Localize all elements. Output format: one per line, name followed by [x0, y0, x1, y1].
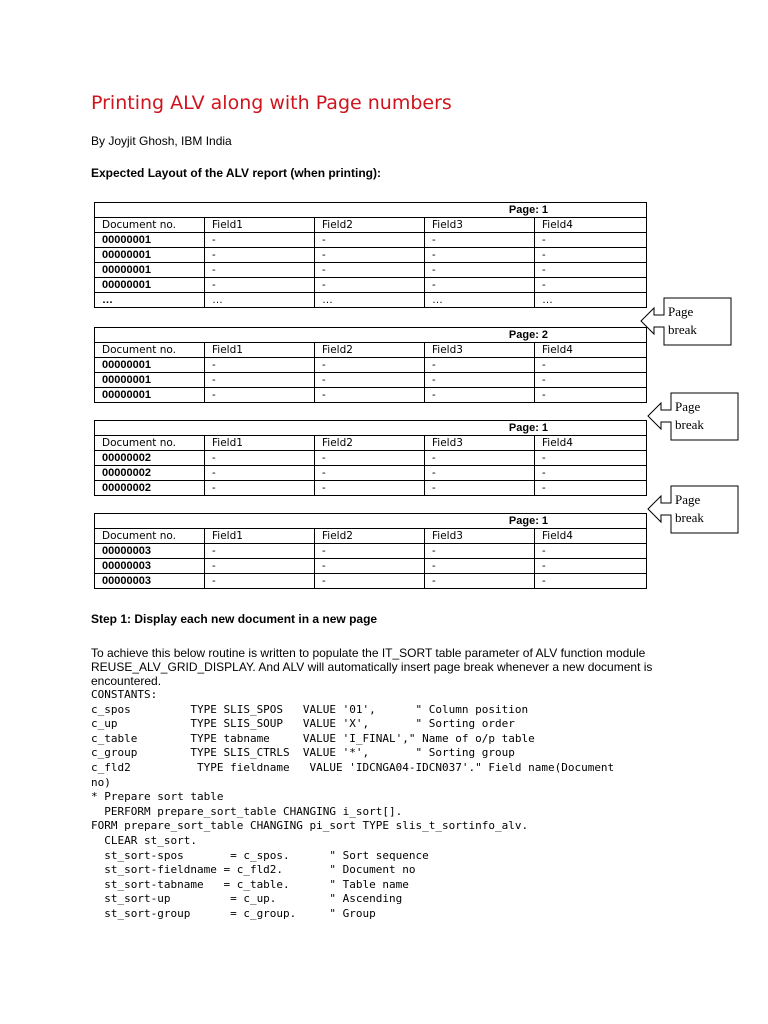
column-header: Document no.: [95, 436, 205, 451]
code-line: c_table TYPE tabname VALUE 'I_FINAL'," Name of o/p table: [91, 731, 535, 745]
callout-label-line: Page: [675, 492, 701, 507]
field-cell: -: [315, 263, 425, 278]
column-header: Field3: [425, 436, 535, 451]
page-break-callout: [647, 485, 739, 533]
field-cell: -: [535, 388, 647, 403]
field-cell: -: [315, 358, 425, 373]
document-number-cell: 00000001: [95, 248, 205, 263]
field-cell: -: [425, 559, 535, 574]
field-cell: -: [315, 248, 425, 263]
code-line: PERFORM prepare_sort_table CHANGING i_sort[].: [91, 804, 403, 818]
field-cell: -: [205, 451, 315, 466]
column-header: Field3: [425, 218, 535, 233]
field-cell: -: [535, 373, 647, 388]
column-header: Field1: [205, 436, 315, 451]
document-number-cell: 00000001: [95, 278, 205, 293]
field-cell: -: [315, 466, 425, 481]
step1-paragraph: To achieve this below routine is written to populate the IT_SORT table parameter of ALV function module REUSE_ALV_GRID_DISPLAY. And ALV will automatically insert page break whenever a new document is encountered.: [91, 646, 653, 688]
document-number-cell: 00000001: [95, 263, 205, 278]
field-cell: …: [315, 293, 425, 308]
table-row: [95, 544, 647, 559]
field-cell: -: [425, 466, 535, 481]
document-number-cell: 00000003: [95, 559, 205, 574]
alv-table-3: [94, 420, 647, 496]
column-header: Document no.: [95, 529, 205, 544]
page-break-callout: [640, 297, 732, 345]
column-header: Field1: [205, 343, 315, 358]
table-row: [95, 293, 647, 308]
code-line: st_sort-up = c_up. " Ascending: [91, 892, 403, 906]
field-cell: -: [205, 544, 315, 559]
field-cell: -: [315, 278, 425, 293]
field-cell: -: [425, 358, 535, 373]
column-header: Document no.: [95, 218, 205, 233]
document-number-cell: 00000003: [95, 544, 205, 559]
column-header: Field1: [205, 218, 315, 233]
field-cell: -: [535, 481, 647, 496]
table-row: [95, 263, 647, 278]
document-number-cell: 00000002: [95, 481, 205, 496]
callout-label-line: break: [668, 322, 697, 337]
field-cell: -: [425, 373, 535, 388]
field-cell: -: [535, 358, 647, 373]
field-cell: -: [205, 559, 315, 574]
page-number-label: Page: 1: [95, 514, 647, 529]
code-block: [91, 688, 614, 922]
callout-label-line: break: [675, 510, 704, 525]
document-number-cell: 00000001: [95, 233, 205, 248]
field-cell: -: [535, 574, 647, 589]
column-header: Field3: [425, 529, 535, 544]
code-line: st_sort-spos = c_spos. " Sort sequence: [91, 848, 429, 862]
field-cell: -: [205, 388, 315, 403]
field-cell: -: [315, 544, 425, 559]
column-header: Field2: [315, 529, 425, 544]
table-row: [95, 559, 647, 574]
field-cell: -: [205, 481, 315, 496]
field-cell: -: [315, 373, 425, 388]
field-cell: -: [205, 466, 315, 481]
field-cell: -: [535, 544, 647, 559]
alv-table-1: [94, 202, 647, 308]
column-header: Field2: [315, 343, 425, 358]
layout-heading: Expected Layout of the ALV report (when printing):: [91, 166, 381, 180]
code-line: FORM prepare_sort_table CHANGING pi_sort TYPE slis_t_sortinfo_alv.: [91, 819, 529, 833]
field-cell: -: [205, 373, 315, 388]
field-cell: -: [315, 481, 425, 496]
table-row: [95, 248, 647, 263]
table-row: [95, 466, 647, 481]
alv-table-4: [94, 513, 647, 589]
code-line: c_fld2 TYPE fieldname VALUE 'IDCNGA04-IDCN037'." Field name(Document: [91, 760, 615, 774]
page-number-label: Page: 1: [95, 421, 647, 436]
code-line: * Prepare sort table: [91, 790, 224, 804]
table-row: [95, 451, 647, 466]
field-cell: -: [315, 574, 425, 589]
field-cell: -: [425, 388, 535, 403]
field-cell: -: [315, 559, 425, 574]
field-cell: -: [205, 278, 315, 293]
table-row: [95, 278, 647, 293]
column-header: Document no.: [95, 343, 205, 358]
document-number-cell: 00000002: [95, 466, 205, 481]
column-header: Field4: [535, 343, 647, 358]
field-cell: -: [425, 278, 535, 293]
code-line: c_up TYPE SLIS_SOUP VALUE 'X', " Sorting order: [91, 717, 515, 731]
column-header: Field4: [535, 218, 647, 233]
field-cell: -: [205, 263, 315, 278]
field-cell: -: [315, 451, 425, 466]
callout-label-line: break: [675, 417, 704, 432]
field-cell: -: [535, 233, 647, 248]
callout-label-line: Page: [675, 399, 701, 414]
code-line: st_sort-tabname = c_table. " Table name: [91, 877, 409, 891]
column-header: Field2: [315, 218, 425, 233]
field-cell: -: [425, 248, 535, 263]
table-row: [95, 233, 647, 248]
field-cell: -: [535, 278, 647, 293]
field-cell: -: [315, 388, 425, 403]
field-cell: …: [205, 293, 315, 308]
document-number-cell: 00000001: [95, 373, 205, 388]
field-cell: -: [205, 248, 315, 263]
field-cell: -: [535, 263, 647, 278]
author-line: By Joyjit Ghosh, IBM India: [91, 134, 232, 148]
page-break-callout: [647, 392, 739, 440]
field-cell: -: [535, 248, 647, 263]
code-line: CLEAR st_sort.: [91, 833, 197, 847]
document-number-cell: 00000003: [95, 574, 205, 589]
field-cell: -: [205, 233, 315, 248]
page-number-label: Page: 1: [95, 203, 647, 218]
code-line: c_spos TYPE SLIS_SPOS VALUE '01', " Column position: [91, 702, 529, 716]
field-cell: …: [425, 293, 535, 308]
field-cell: …: [535, 293, 647, 308]
field-cell: -: [425, 263, 535, 278]
field-cell: -: [425, 233, 535, 248]
column-header: Field3: [425, 343, 535, 358]
table-row: [95, 358, 647, 373]
table-row: [95, 388, 647, 403]
field-cell: -: [535, 559, 647, 574]
field-cell: -: [535, 466, 647, 481]
column-header: Field2: [315, 436, 425, 451]
field-cell: -: [425, 451, 535, 466]
page-title: Printing ALV along with Page numbers: [91, 92, 452, 114]
alv-table-2: [94, 327, 647, 403]
step1-heading: Step 1: Display each new document in a new page: [91, 612, 378, 626]
page-number-label: Page: 2: [95, 328, 647, 343]
column-header: Field1: [205, 529, 315, 544]
callout-label-line: Page: [668, 304, 694, 319]
field-cell: -: [315, 233, 425, 248]
table-row: [95, 481, 647, 496]
document-number-cell: …: [95, 293, 205, 308]
field-cell: -: [535, 451, 647, 466]
code-line: CONSTANTS:: [91, 688, 158, 701]
document-number-cell: 00000001: [95, 358, 205, 373]
code-line: no): [91, 775, 111, 789]
field-cell: -: [205, 574, 315, 589]
code-line: st_sort-group = c_group. " Group: [91, 906, 376, 920]
field-cell: -: [425, 481, 535, 496]
code-line: c_group TYPE SLIS_CTRLS VALUE '*', " Sorting group: [91, 746, 515, 760]
document-number-cell: 00000002: [95, 451, 205, 466]
column-header: Field4: [535, 436, 647, 451]
table-row: [95, 373, 647, 388]
column-header: Field4: [535, 529, 647, 544]
table-row: [95, 574, 647, 589]
field-cell: -: [425, 574, 535, 589]
field-cell: -: [205, 358, 315, 373]
field-cell: -: [425, 544, 535, 559]
code-line: st_sort-fieldname = c_fld2. " Document no: [91, 863, 416, 877]
document-number-cell: 00000001: [95, 388, 205, 403]
